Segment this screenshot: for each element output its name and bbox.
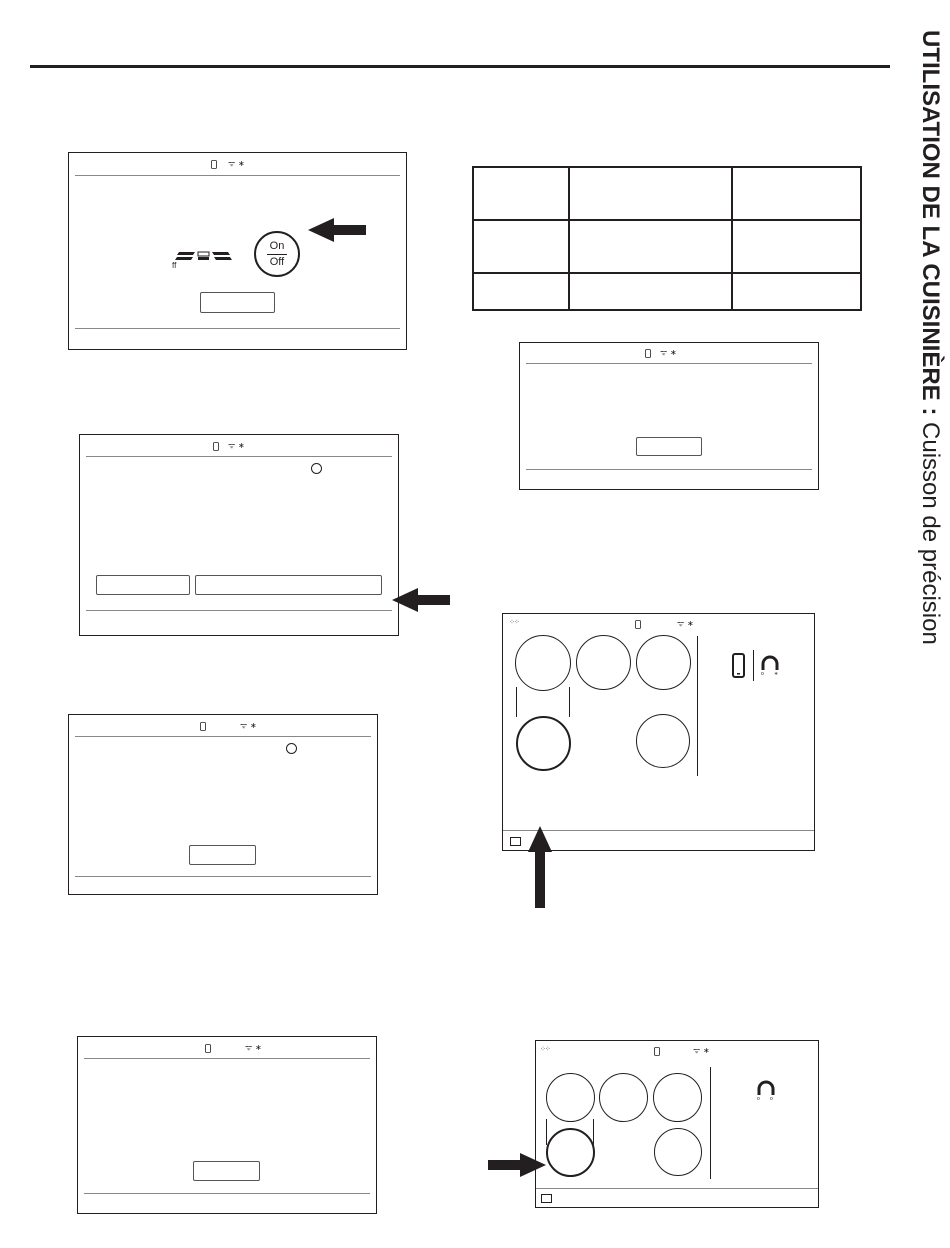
bottom-divider: [86, 610, 392, 611]
left-option-button[interactable]: [96, 575, 190, 595]
screen-button[interactable]: [189, 845, 256, 865]
bluetooth-icon: ∗: [670, 348, 677, 357]
zone-link-line: [546, 1119, 547, 1145]
arrow-icon: [392, 586, 452, 616]
display-screen-options: [79, 434, 399, 636]
oven-icon[interactable]: [541, 1194, 552, 1203]
table-cell: [473, 167, 569, 220]
arrow-icon: [308, 215, 368, 245]
power-divider: [267, 254, 287, 255]
cooktop-zones-screen-alt: [535, 1040, 819, 1208]
info-icon[interactable]: [311, 463, 322, 474]
status-divider: [526, 363, 812, 364]
bluetooth-icon: ∗: [703, 1046, 710, 1055]
bluetooth-icon: ∗: [255, 1043, 262, 1052]
zone-front-left[interactable]: [515, 635, 571, 691]
display-screen-confirm: [519, 342, 819, 490]
reference-table: [472, 166, 862, 311]
table-cell: [569, 167, 732, 220]
panel-divider: [710, 1067, 711, 1179]
zone-link-line: [516, 687, 517, 717]
small-glyph: ff: [172, 261, 177, 270]
wifi-icon: ᯤ: [228, 159, 236, 168]
phone-icon: [732, 653, 745, 679]
bluetooth-icon: ∗: [238, 159, 245, 168]
wifi-icon: ᯤ: [228, 441, 236, 450]
svg-text:o: o: [757, 1096, 760, 1101]
display-screen-final: [77, 1036, 377, 1214]
phone-icon: [654, 1047, 660, 1056]
phone-icon: [211, 160, 217, 169]
magnet-icon: [759, 654, 781, 676]
right-option-button[interactable]: [195, 575, 382, 595]
wifi-icon: ᯤ: [677, 619, 685, 628]
section-title-subtitle: Cuisson de précision: [917, 415, 944, 645]
status-divider: [75, 736, 371, 737]
zone-front-right[interactable]: [636, 635, 691, 690]
table-cell: [732, 273, 861, 310]
zone-rear-left[interactable]: [546, 1128, 595, 1177]
power-button[interactable]: [254, 231, 300, 277]
wifi-icon: ᯤ: [245, 1043, 253, 1052]
arrow-icon: [525, 826, 555, 910]
power-off-label: Off: [269, 256, 285, 268]
display-screen-power: [68, 152, 407, 350]
oven-icon[interactable]: [510, 837, 521, 846]
bottom-divider: [84, 1193, 370, 1194]
zone-rear-right[interactable]: [654, 1128, 702, 1176]
zone-link-line: [569, 687, 570, 717]
svg-text:∗: ∗: [774, 671, 779, 676]
panel-divider: [697, 636, 698, 776]
table-cell: [569, 273, 732, 310]
magnet-icon: [755, 1079, 777, 1101]
status-divider: [86, 456, 392, 457]
bottom-divider: [536, 1188, 818, 1189]
grid-icon: ⁘⁘: [540, 1046, 550, 1053]
icon-divider: [753, 650, 754, 681]
table-cell: [473, 220, 569, 273]
wifi-icon: ᯤ: [240, 721, 248, 730]
phone-icon: [200, 722, 206, 731]
zone-center[interactable]: [599, 1073, 648, 1122]
wifi-icon: ᯤ: [660, 348, 668, 357]
screen-button[interactable]: [193, 1161, 260, 1181]
zone-front-right[interactable]: [653, 1073, 702, 1122]
screen-button[interactable]: [636, 437, 702, 456]
phone-icon: [635, 620, 641, 629]
power-on-label: On: [269, 240, 285, 252]
screen-button[interactable]: [200, 292, 275, 313]
section-title: [918, 30, 942, 645]
zone-rear-left[interactable]: [516, 716, 571, 771]
arrow-icon: [488, 1150, 548, 1180]
bluetooth-icon: ∗: [250, 721, 257, 730]
zone-center[interactable]: [576, 635, 631, 690]
bottom-divider: [75, 876, 371, 877]
table-cell: [732, 220, 861, 273]
cooktop-zones-icon: [175, 250, 233, 262]
display-screen-info: [68, 714, 378, 895]
table-cell: [473, 273, 569, 310]
status-divider: [84, 1058, 370, 1059]
bottom-divider: [75, 328, 400, 329]
grid-icon: ⁘⁘: [509, 619, 519, 626]
bluetooth-icon: ∗: [238, 441, 245, 450]
info-icon[interactable]: [286, 743, 297, 754]
zone-rear-right[interactable]: [636, 714, 690, 768]
phone-icon: [213, 442, 219, 451]
cooktop-zones-screen: [502, 613, 815, 851]
table-cell: [569, 220, 732, 273]
zone-link-line: [593, 1119, 594, 1145]
phone-icon: [645, 349, 651, 358]
bottom-divider: [526, 469, 812, 470]
svg-text:o: o: [761, 671, 764, 676]
header-rule: [30, 65, 890, 68]
svg-text:o: o: [770, 1096, 773, 1101]
zone-front-left[interactable]: [546, 1073, 595, 1122]
bluetooth-icon: ∗: [687, 619, 694, 628]
table-cell: [732, 167, 861, 220]
status-divider: [75, 175, 400, 176]
phone-icon: [205, 1044, 211, 1053]
wifi-icon: ᯤ: [693, 1046, 701, 1055]
section-title-bold: UTILISATION DE LA CUISINIÈRE :: [917, 30, 944, 416]
